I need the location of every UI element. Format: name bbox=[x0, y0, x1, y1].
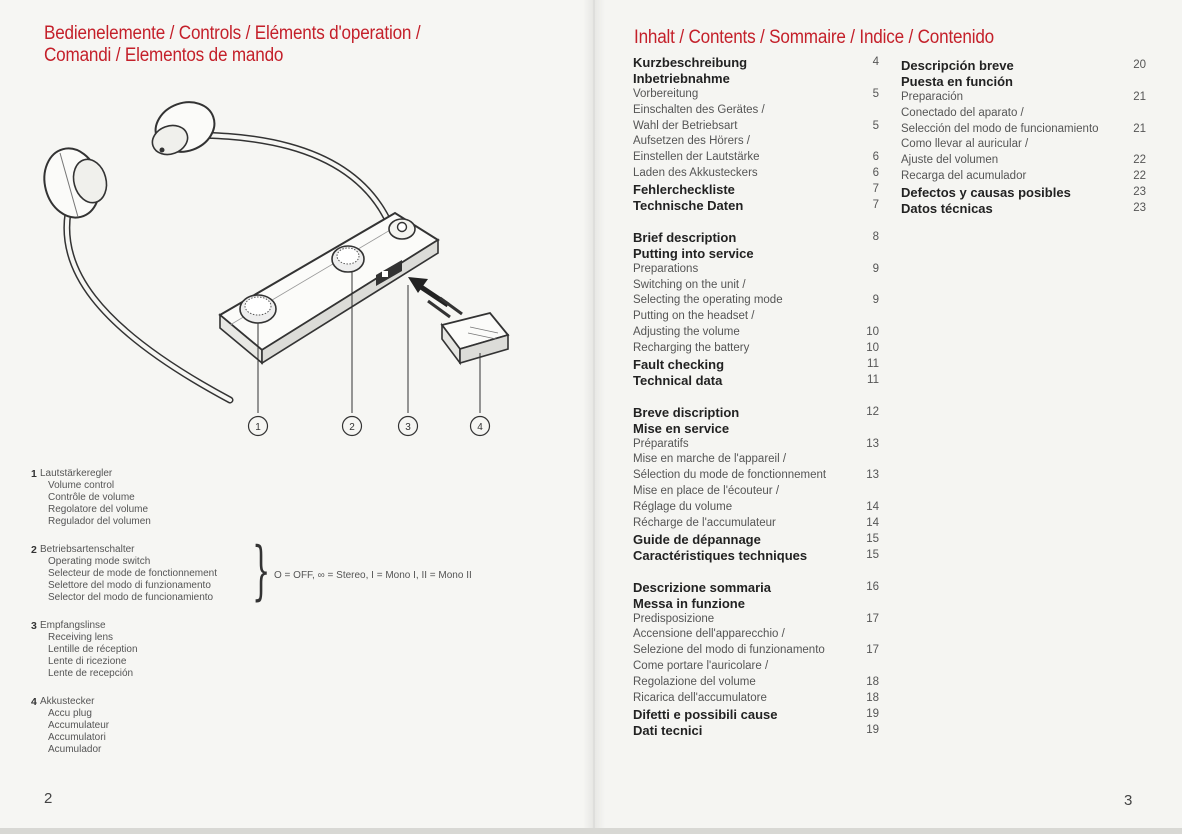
toc-entry-title: Mise en service bbox=[633, 420, 730, 436]
toc-entry-title: Mise en place de l'écouteur / bbox=[633, 485, 780, 498]
toc-entry-title: Caractéristiques techniques bbox=[633, 547, 808, 563]
toc-entry-title: Réglage du volume bbox=[633, 501, 733, 514]
headset-left-arm bbox=[67, 213, 230, 400]
legend-line: Operating mode switch bbox=[48, 556, 151, 567]
toc-entry-page: 18 bbox=[866, 676, 879, 689]
toc-entry bbox=[633, 468, 883, 484]
toc-entry bbox=[633, 230, 883, 246]
toc-entry bbox=[633, 675, 883, 691]
toc-entry-page: 11 bbox=[867, 373, 879, 386]
legend-number: 3 bbox=[31, 620, 37, 632]
legend-line: Betriebsartenschalter bbox=[40, 544, 135, 555]
toc-entry-page: 22 bbox=[1133, 154, 1146, 167]
toc-entry bbox=[901, 153, 1146, 169]
toc-entry-title: Conectado del aparato / bbox=[901, 106, 1024, 119]
toc-group bbox=[633, 230, 883, 389]
toc-entry bbox=[633, 246, 883, 262]
toc-entry-title: Descrizione sommaria bbox=[633, 579, 772, 595]
toc-entry-title: Inbetriebnahme bbox=[633, 70, 730, 86]
heading-line-2: Comandi / Elementos de mando bbox=[44, 45, 284, 66]
toc-group bbox=[633, 405, 883, 564]
toc-column-1 bbox=[633, 55, 883, 739]
toc-group-gap bbox=[633, 214, 883, 230]
toc-entry bbox=[633, 198, 883, 214]
toc-entry bbox=[633, 262, 883, 278]
legend-line: Regulador del volumen bbox=[48, 516, 151, 527]
toc-entry-page: 6 bbox=[872, 167, 879, 180]
toc-entry bbox=[633, 341, 883, 357]
toc-entry-title: Récharge de l'accumulateur bbox=[633, 517, 776, 530]
toc-entry-title: Predisposizione bbox=[633, 612, 715, 625]
headset-illustration bbox=[30, 95, 520, 450]
toc-entry-title: Technische Daten bbox=[633, 198, 744, 214]
toc-entry-title: Switching on the unit / bbox=[633, 278, 746, 291]
toc-entry-title: Selecting the operating mode bbox=[633, 294, 783, 307]
toc-entry-page: 19 bbox=[866, 707, 879, 720]
toc-entry bbox=[633, 484, 883, 500]
toc-entry bbox=[633, 373, 883, 389]
legend-line: Empfangslinse bbox=[40, 620, 106, 631]
toc-entry-page: 15 bbox=[866, 532, 879, 545]
toc-entry bbox=[901, 201, 1146, 217]
toc-entry-page: 13 bbox=[866, 437, 879, 450]
toc-entry-page: 10 bbox=[866, 326, 879, 339]
toc-entry bbox=[633, 293, 883, 309]
toc-entry-page: 22 bbox=[1133, 170, 1146, 183]
legend-line: Selector del modo de funcionamiento bbox=[48, 592, 214, 603]
toc-entry-page: 7 bbox=[872, 199, 879, 212]
toc-group bbox=[633, 55, 883, 214]
legend-number: 4 bbox=[31, 696, 37, 708]
toc-entry-page: 21 bbox=[1133, 122, 1146, 135]
toc-entry bbox=[901, 137, 1146, 153]
toc-entry-page: 8 bbox=[872, 230, 879, 243]
callout-1-label: 1 bbox=[255, 422, 261, 433]
legend-line: Akkustecker bbox=[40, 696, 95, 707]
toc-entry bbox=[901, 58, 1146, 74]
toc-entry-title: Breve discription bbox=[633, 404, 740, 420]
toc-entry-title: Fault checking bbox=[633, 357, 725, 373]
toc-entry-page: 20 bbox=[1133, 59, 1146, 71]
toc-entry-title: Recarga del acumulador bbox=[901, 170, 1027, 183]
legend-item-3 bbox=[31, 620, 138, 680]
legend-item-1 bbox=[31, 468, 151, 528]
toc-entry-page: 14 bbox=[866, 501, 879, 514]
toc-entry-title: Laden des Akkusteckers bbox=[633, 167, 758, 180]
left-page-heading bbox=[44, 23, 420, 67]
toc-entry-page: 5 bbox=[872, 119, 879, 132]
toc-column-2 bbox=[901, 58, 1146, 217]
page-bottom-edge bbox=[0, 828, 1182, 834]
legend-line: Lente di ricezione bbox=[48, 656, 127, 667]
toc-entry-title: Ricarica dell'accumulatore bbox=[633, 691, 767, 704]
toc-entry bbox=[633, 134, 883, 150]
callout-1 bbox=[249, 417, 268, 436]
toc-entry bbox=[633, 627, 883, 643]
legend-line: Regolatore del volume bbox=[48, 504, 149, 515]
toc-entry-title: Putting into service bbox=[633, 245, 754, 261]
toc-entry bbox=[633, 643, 883, 659]
toc-entry-title: Mise en marche de l'appareil / bbox=[633, 453, 787, 466]
toc-entry bbox=[633, 659, 883, 675]
toc-entry-title: Vorbereitung bbox=[633, 87, 699, 100]
toc-entry-page: 23 bbox=[1133, 186, 1146, 199]
legend-number: 2 bbox=[31, 544, 37, 556]
legend-line: Receiving lens bbox=[48, 632, 114, 643]
toc-entry-page: 17 bbox=[866, 612, 879, 625]
toc-entry bbox=[633, 691, 883, 707]
toc-entry-title: Ajuste del volumen bbox=[901, 154, 999, 167]
callout-3-label: 3 bbox=[405, 422, 411, 433]
toc-entry bbox=[633, 405, 883, 421]
legend-line: Lentille de réception bbox=[48, 644, 138, 655]
toc-entry-title: Dati tecnici bbox=[633, 722, 703, 738]
legend-line: Lautstärkeregler bbox=[40, 468, 113, 479]
toc-entry-page: 9 bbox=[872, 262, 879, 275]
toc-entry-title: Kurzbeschreibung bbox=[633, 55, 748, 70]
book-gutter bbox=[583, 0, 605, 834]
toc-entry-page: 17 bbox=[866, 644, 879, 657]
toc-entry-page: 11 bbox=[867, 358, 879, 371]
right-earpiece bbox=[148, 95, 221, 160]
callout-2 bbox=[343, 417, 362, 436]
toc-entry-title: Descripción breve bbox=[901, 58, 1014, 73]
toc-entry bbox=[633, 103, 883, 119]
toc-entry bbox=[633, 548, 883, 564]
toc-entry-page: 19 bbox=[866, 723, 879, 736]
toc-entry-page: 16 bbox=[866, 580, 879, 593]
legend-item-2 bbox=[31, 544, 217, 604]
toc-entry bbox=[633, 421, 883, 437]
toc-entry-title: Einschalten des Gerätes / bbox=[633, 103, 765, 116]
toc-entry-title: Messa in funzione bbox=[633, 595, 745, 611]
toc-entry-title: Come portare l'auricolare / bbox=[633, 660, 769, 673]
legend-line: Selecteur de mode de fonctionnement bbox=[48, 568, 217, 579]
toc-entry-title: Technical data bbox=[633, 372, 723, 388]
toc-entry-title: Putting on the headset / bbox=[633, 310, 755, 323]
legend-line: Volume control bbox=[48, 480, 115, 491]
legend-line: Accumulatori bbox=[48, 732, 106, 743]
toc-entry bbox=[633, 71, 883, 87]
toc-group bbox=[633, 580, 883, 739]
toc-entry-page: 21 bbox=[1133, 90, 1146, 103]
toc-entry bbox=[633, 532, 883, 548]
toc-entry-page: 9 bbox=[872, 294, 879, 307]
toc-entry bbox=[633, 500, 883, 516]
toc-entry bbox=[633, 707, 883, 723]
receiver-body bbox=[220, 213, 438, 363]
toc-entry bbox=[633, 580, 883, 596]
curly-brace: } bbox=[252, 534, 271, 608]
toc-entry-page: 4 bbox=[872, 56, 879, 68]
toc-entry-title: Como llevar al auricular / bbox=[901, 138, 1029, 151]
toc-entry-title: Adjusting the volume bbox=[633, 326, 740, 339]
contents-heading: Inhalt / Contents / Sommaire / Indice / Contenido bbox=[634, 27, 994, 48]
page-number-left: 2 bbox=[44, 790, 53, 807]
toc-entry-page: 12 bbox=[866, 405, 879, 418]
toc-entry-page: 7 bbox=[872, 183, 879, 196]
toc-entry bbox=[633, 55, 883, 71]
toc-entry-title: Einstellen der Lautstärke bbox=[633, 151, 760, 164]
toc-entry-title: Accensione dell'apparecchio / bbox=[633, 628, 785, 641]
toc-entry bbox=[633, 119, 883, 135]
toc-entry-title: Selezione del modo di funzionamento bbox=[633, 644, 825, 657]
toc-entry-title: Sélection du mode de fonctionnement bbox=[633, 469, 827, 482]
toc-entry bbox=[633, 182, 883, 198]
toc-entry-title: Aufsetzen des Hörers / bbox=[633, 135, 750, 148]
toc-entry bbox=[901, 169, 1146, 185]
legend-line: Accu plug bbox=[48, 708, 92, 719]
toc-entry-title: Defectos y causas posibles bbox=[901, 185, 1071, 201]
toc-entry-title: Regolazione del volume bbox=[633, 676, 756, 689]
toc-entry-title: Brief description bbox=[633, 229, 737, 245]
toc-entry bbox=[633, 150, 883, 166]
toc-entry bbox=[901, 106, 1146, 122]
toc-entry bbox=[633, 437, 883, 453]
toc-entry bbox=[901, 74, 1146, 90]
toc-entry-page: 23 bbox=[1133, 202, 1146, 215]
toc-entry-page: 10 bbox=[866, 342, 879, 355]
toc-entry bbox=[901, 90, 1146, 106]
toc-entry bbox=[633, 309, 883, 325]
toc-entry-page: 6 bbox=[872, 151, 879, 164]
toc-entry-title: Preparación bbox=[901, 90, 964, 103]
toc-entry-title: Préparatifs bbox=[633, 437, 689, 450]
toc-entry-title: Guide de dépannage bbox=[633, 531, 761, 547]
toc-entry bbox=[633, 278, 883, 294]
toc-entry-title: Preparations bbox=[633, 262, 699, 275]
toc-entry bbox=[633, 357, 883, 373]
toc-entry-page: 18 bbox=[866, 691, 879, 704]
switch-positions-note: O = OFF, ∞ = Stereo, I = Mono I, II = Mono II bbox=[274, 570, 472, 581]
legend-line: Accumulateur bbox=[48, 720, 110, 731]
toc-entry-page: 13 bbox=[866, 469, 879, 482]
toc-entry-title: Puesta en función bbox=[901, 73, 1013, 89]
toc-entry-page: 15 bbox=[866, 548, 879, 561]
legend-line: Contrôle de volume bbox=[48, 492, 135, 503]
toc-entry bbox=[633, 612, 883, 628]
toc-entry bbox=[633, 452, 883, 468]
toc-entry-title: Selección del modo de funcionamiento bbox=[901, 122, 1099, 135]
heading-line-1: Bedienelemente / Controls / Eléments d'operation / bbox=[44, 23, 421, 44]
toc-entry bbox=[901, 185, 1146, 201]
legend-line: Lente de recepción bbox=[48, 668, 134, 679]
toc-entry-title: Fehlercheckliste bbox=[633, 182, 735, 198]
legend-line: Acumulador bbox=[48, 744, 102, 755]
toc-entry bbox=[633, 723, 883, 739]
toc-entry-title: Difetti e possibili cause bbox=[633, 706, 778, 722]
toc-entry-title: Recharging the battery bbox=[633, 342, 750, 355]
toc-entry bbox=[633, 596, 883, 612]
toc-entry bbox=[633, 325, 883, 341]
callout-4 bbox=[471, 417, 490, 436]
callout-4-label: 4 bbox=[477, 422, 483, 433]
page-number-right: 3 bbox=[1124, 792, 1133, 809]
toc-entry-title: Datos técnicas bbox=[901, 201, 993, 217]
toc-entry bbox=[901, 122, 1146, 138]
legend-number: 1 bbox=[31, 468, 37, 480]
toc-entry bbox=[633, 516, 883, 532]
toc-group-gap bbox=[633, 564, 883, 580]
legend-item-4 bbox=[31, 696, 110, 756]
toc-entry-page: 14 bbox=[866, 517, 879, 530]
legend-line: Selettore del modo di funzionamento bbox=[48, 580, 211, 591]
accu-plug bbox=[428, 298, 508, 363]
toc-entry bbox=[633, 166, 883, 182]
toc-entry-page: 5 bbox=[872, 87, 879, 100]
toc-entry bbox=[633, 87, 883, 103]
callout-2-label: 2 bbox=[349, 422, 355, 433]
left-earpiece bbox=[37, 142, 111, 224]
toc-group-gap bbox=[633, 389, 883, 405]
toc-entry-title: Wahl der Betriebsart bbox=[633, 119, 738, 132]
callout-3 bbox=[399, 417, 418, 436]
